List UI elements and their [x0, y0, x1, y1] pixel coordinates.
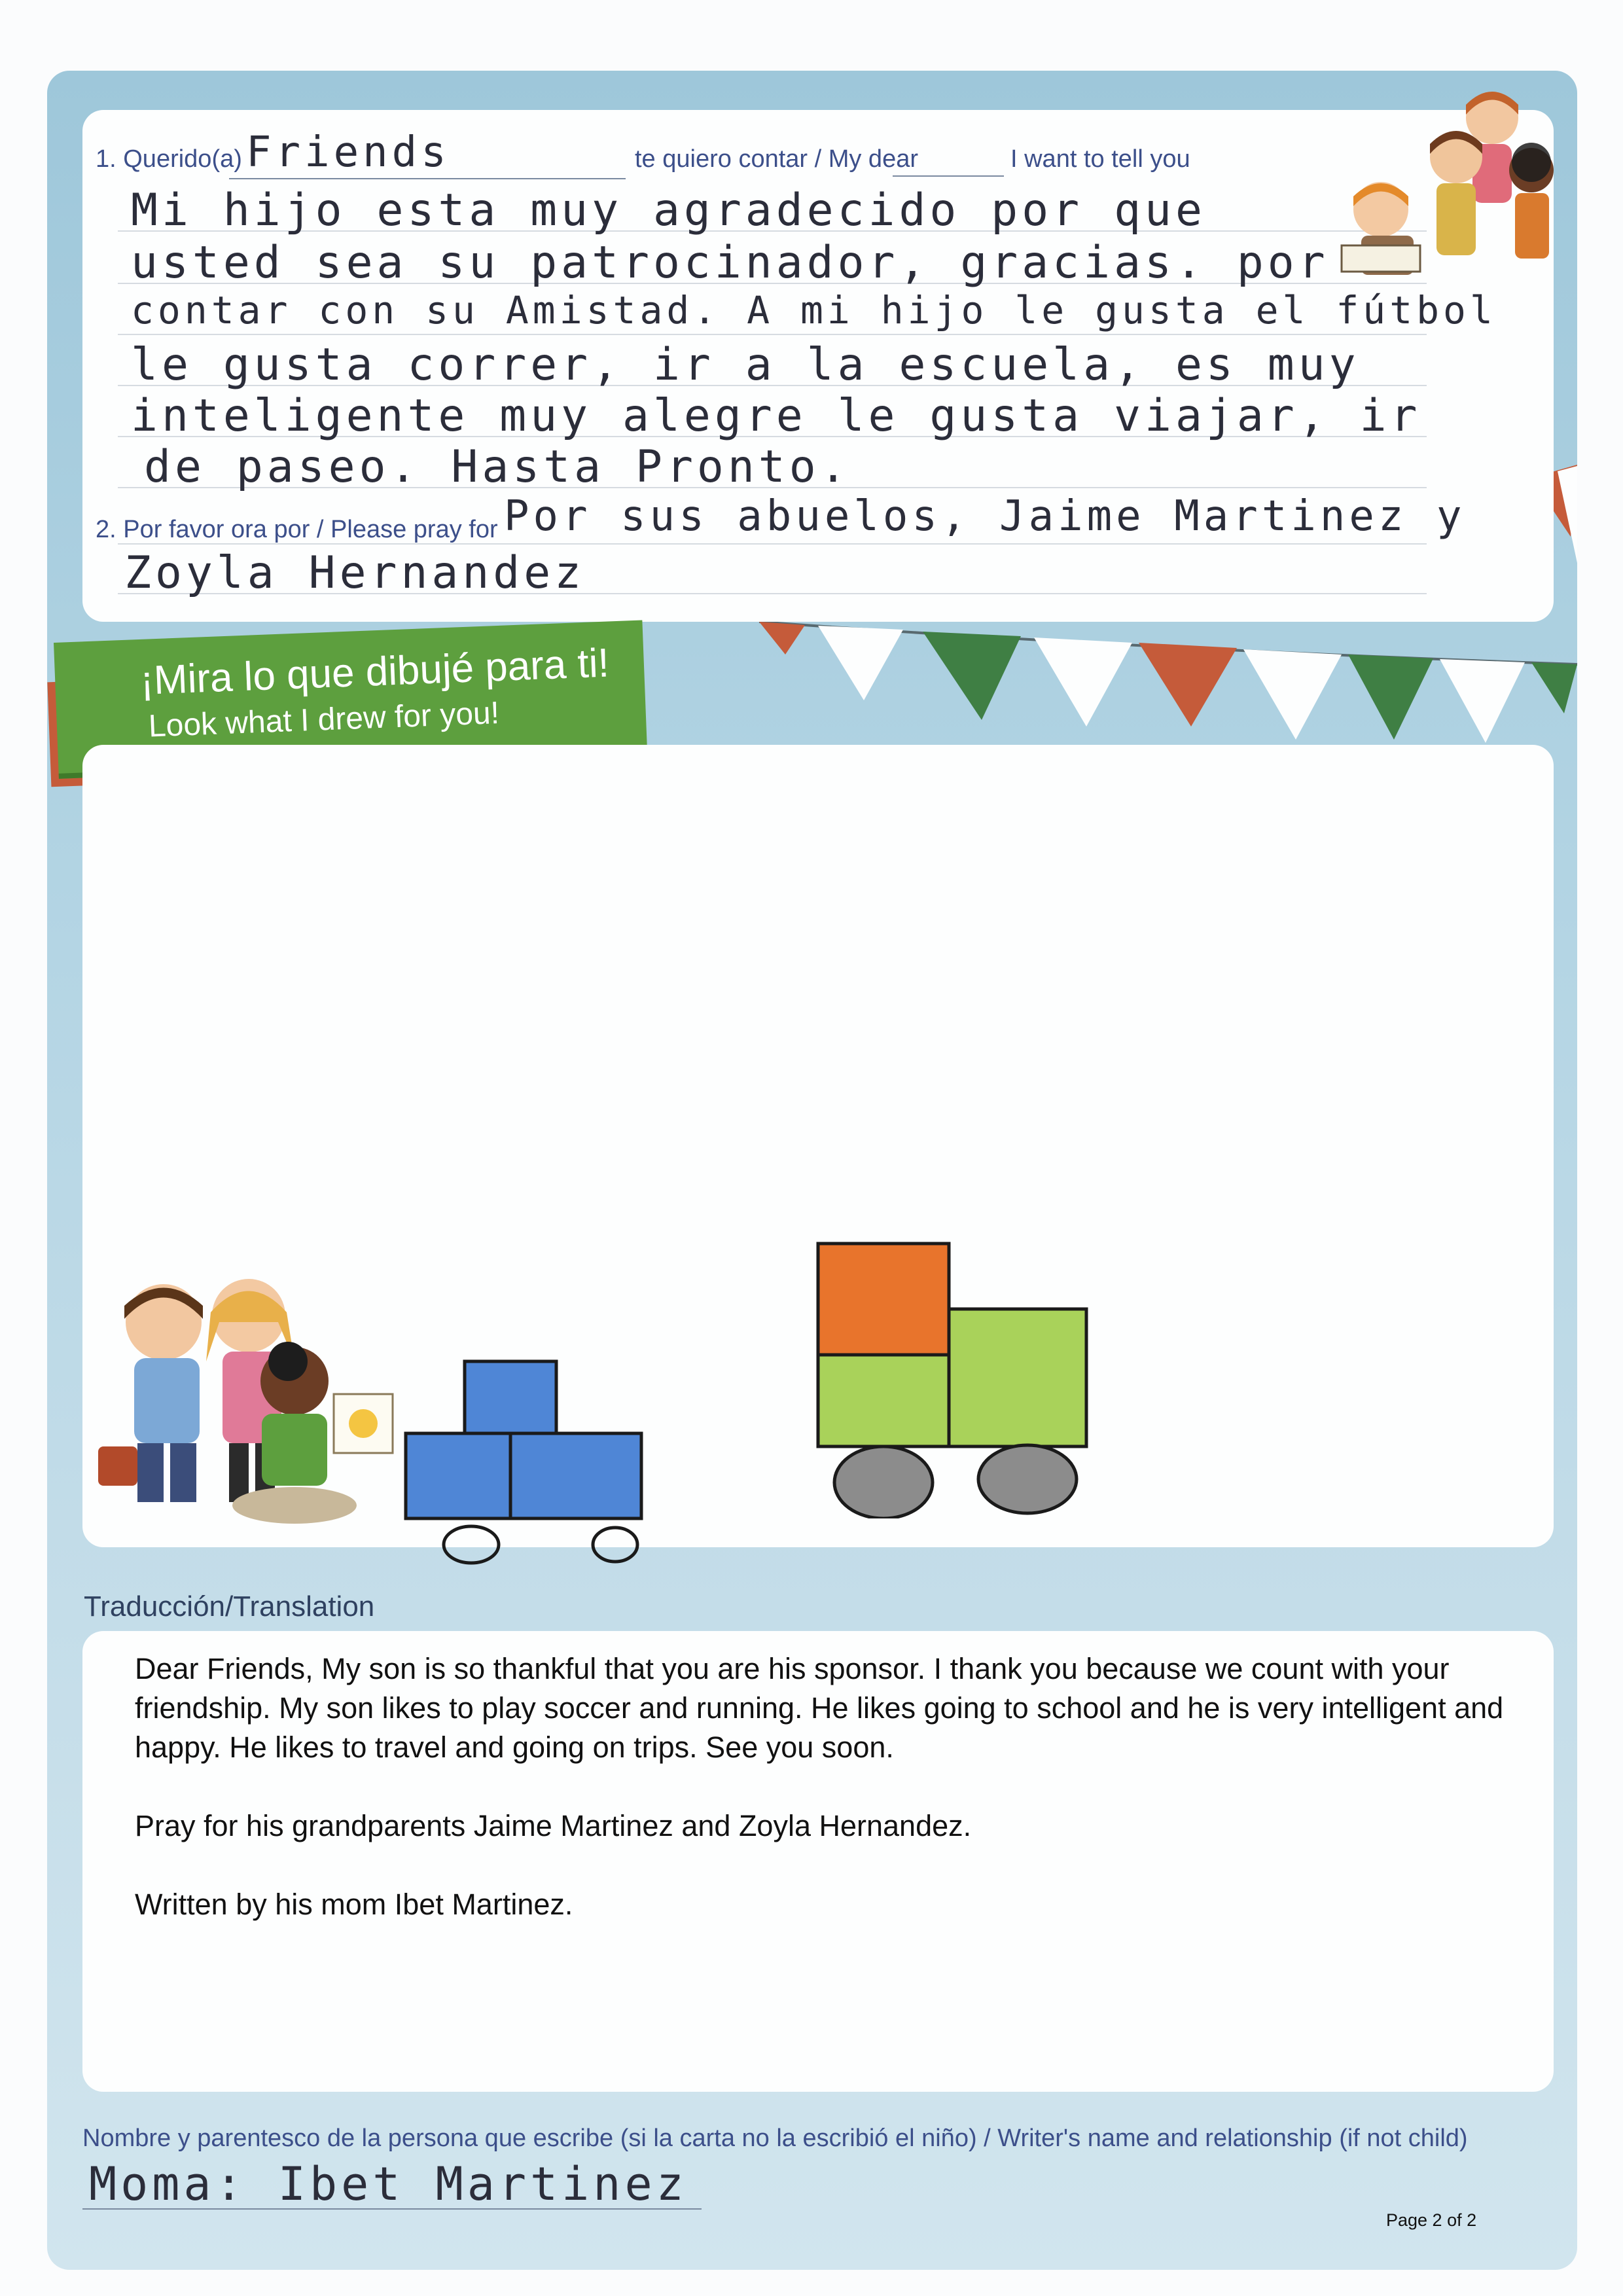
handwritten-line-5: inteligente muy alegre le gusta viajar, ir — [131, 390, 1421, 442]
dear-middle-label: te quiero contar / My dear — [635, 145, 918, 173]
dear-suffix-label: I want to tell you — [1010, 145, 1190, 173]
guide-line — [118, 334, 1427, 335]
handwritten-line-4: le gusta correr, ir a la escuela, es muy — [131, 339, 1360, 391]
pray-for-answer-line-2: Zoyla Hernandez — [124, 547, 586, 599]
handwritten-line-1: Mi hijo esta muy agradecido por que — [131, 185, 1206, 236]
dear-name-handwritten: Friends — [246, 128, 450, 177]
handwritten-line-3: contar con su Amistad. A mi hijo le gusta el fútbol — [131, 288, 1497, 332]
children-group-illustration-icon — [98, 1270, 399, 1538]
page-number: Page 2 of 2 — [1386, 2210, 1477, 2230]
pray-for-answer-line-1: Por sus abuelos, Jaime Martinez y — [504, 492, 1466, 541]
translation-text — [135, 1649, 1509, 1964]
writer-signature: Moma: Ibet Martinez — [89, 2157, 688, 2211]
writer-label: Nombre y parentesco de la persona que escribe (si la carta no la escribió el niño) / Writer's name and relationship (if not child) — [82, 2125, 1468, 2152]
banner-english-text: Look what I drew for you! — [148, 695, 500, 744]
handwritten-line-6: de paseo. Hasta Pronto. — [144, 441, 851, 493]
handwritten-line-2: usted sea su patrocinador, gracias. por — [131, 237, 1329, 289]
banner-spanish-text: ¡Mira lo que dibujé para ti! — [139, 640, 610, 704]
translation-label: Traducción/Translation — [84, 1590, 375, 1623]
blue-vehicle-drawing-icon — [393, 1348, 668, 1571]
pray-for-label: 2. Por favor ora por / Please pray for — [96, 516, 498, 543]
translation-paragraph-3: Written by his mom Ibet Martinez. — [135, 1888, 573, 1921]
dear-prefix-label: 1. Querido(a) — [96, 145, 242, 173]
writer-underline — [82, 2208, 702, 2210]
children-reading-illustration-icon — [1315, 85, 1577, 301]
translation-paragraph-2: Pray for his grandparents Jaime Martinez and Zoyla Hernandez. — [135, 1809, 972, 1842]
dear-blank-underline — [893, 175, 1004, 177]
translation-paragraph-1: Dear Friends, My son is so thankful that you are his sponsor. I thank you because we count with your friendship. My son likes to play soccer and running. He likes going to school and he is very intelligent and happy. He likes to travel and going on trips. See you soon. — [135, 1652, 1504, 1764]
orange-green-vehicle-drawing-icon — [805, 1224, 1106, 1518]
dear-name-underline — [229, 178, 626, 179]
